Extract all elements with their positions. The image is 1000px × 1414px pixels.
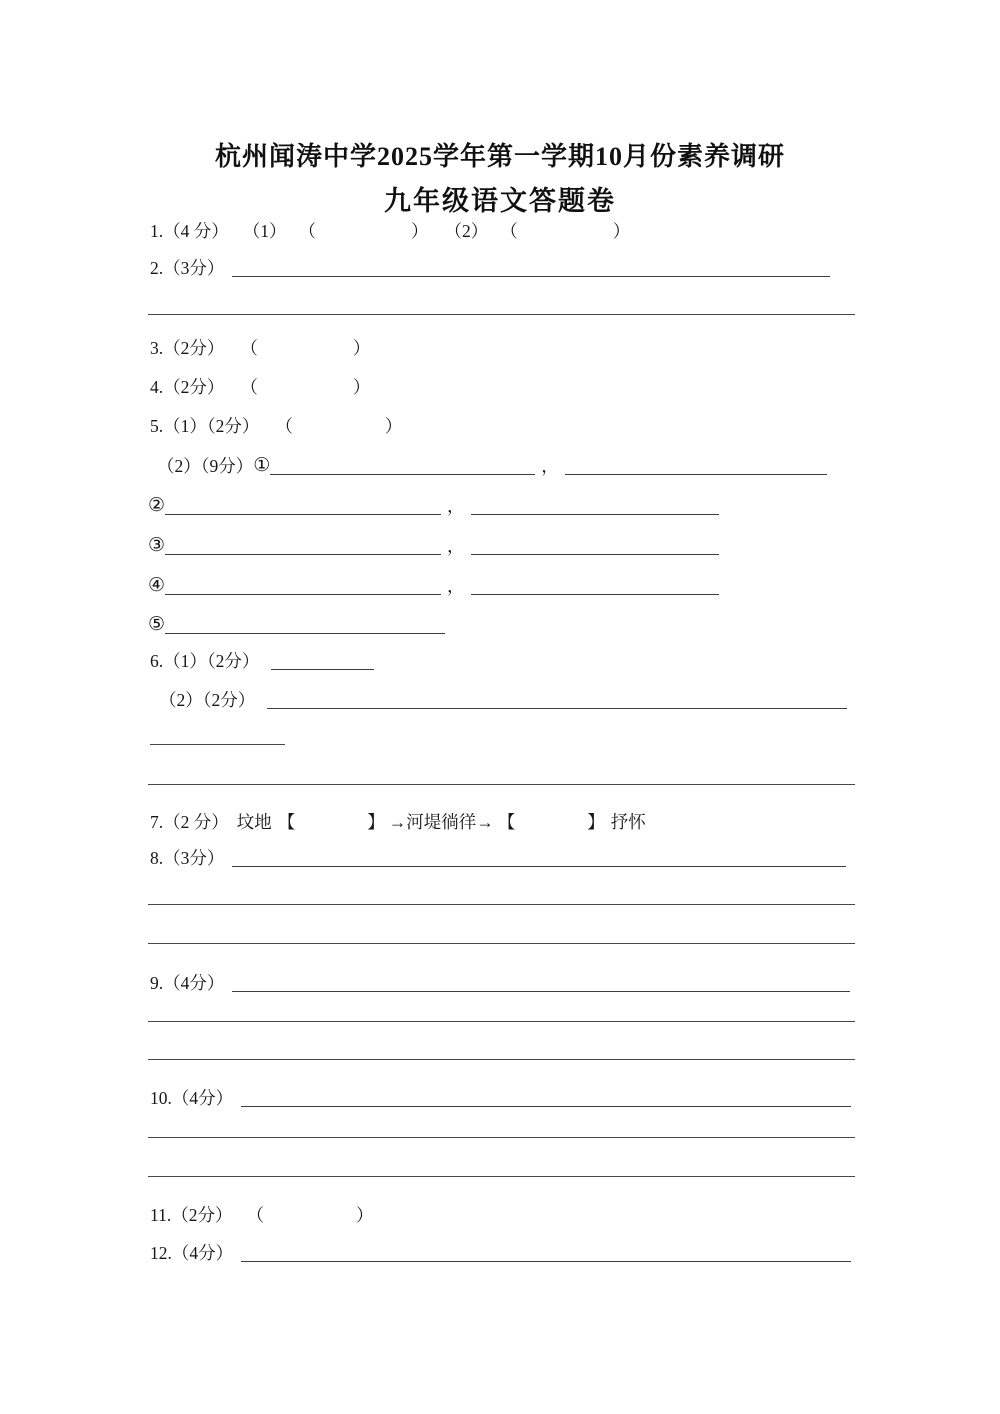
question-5-2-row xyxy=(157,453,827,479)
question-7-label: 7.（2 分） xyxy=(150,812,229,832)
paren-blank-close: ） xyxy=(411,221,429,241)
question-5-2-label: （2）（9分） xyxy=(157,456,254,476)
answer-paren-blank-5-1[interactable] xyxy=(293,438,385,439)
page-subtitle: 九年级语文答题卷 xyxy=(384,186,616,216)
paren-blank-close: ） xyxy=(384,416,403,436)
answer-paren-blank-11[interactable] xyxy=(264,1227,356,1228)
circled-5-label: ⑤ xyxy=(148,614,166,635)
answer-paren-blank-3[interactable] xyxy=(258,360,353,361)
question-10-label: 10.（4分） xyxy=(150,1088,234,1108)
paren-blank-close: ） xyxy=(355,1205,374,1225)
question-5-2-line5-row xyxy=(148,612,445,638)
question-1-row xyxy=(150,218,630,244)
answer-line[interactable] xyxy=(148,943,855,944)
answer-line[interactable] xyxy=(148,1176,855,1177)
answer-blank-8[interactable] xyxy=(232,866,846,867)
answer-bracket-blank-7-2[interactable] xyxy=(515,834,587,835)
answer-blank-5-2-3a[interactable] xyxy=(165,554,441,555)
answer-line[interactable] xyxy=(148,784,855,785)
paren-blank-open: （ xyxy=(298,221,316,241)
question-3-row xyxy=(150,335,370,361)
question-5-2-line3-row xyxy=(148,533,719,559)
comma-separator: ， xyxy=(447,536,465,556)
question-12-row xyxy=(150,1240,851,1266)
question-2-label: 2.（3分） xyxy=(150,258,225,278)
answer-line[interactable] xyxy=(148,314,855,315)
answer-line[interactable] xyxy=(148,904,855,905)
circled-4-label: ④ xyxy=(148,575,166,596)
circled-1-label: ① xyxy=(253,455,271,476)
question-5-2-line4-row xyxy=(148,573,719,599)
answer-blank-5-2-4a[interactable] xyxy=(165,594,441,595)
paren-blank-open: （ xyxy=(240,377,258,397)
question-1-sub2-label: （2） xyxy=(444,221,489,241)
question-11-row xyxy=(150,1202,373,1228)
answer-blank-5-2-2a[interactable] xyxy=(165,514,441,515)
answer-blank-5-2-4b[interactable] xyxy=(471,594,719,595)
answer-blank-2[interactable] xyxy=(232,276,830,277)
answer-blank-6-2[interactable] xyxy=(267,708,847,709)
answer-line-short[interactable] xyxy=(150,744,285,745)
comma-separator: ， xyxy=(447,576,465,596)
answer-blank-10[interactable] xyxy=(241,1106,851,1107)
question-12-label: 12.（4分） xyxy=(150,1243,234,1263)
question-7-tail: 抒怀 xyxy=(610,812,646,832)
question-7-row xyxy=(150,809,646,835)
bracket-blank-open: 【 xyxy=(277,812,296,832)
question-1-label: 1.（4 分） xyxy=(150,221,229,241)
question-5-1-row xyxy=(150,413,402,439)
answer-blank-5-2-1b[interactable] xyxy=(565,474,827,475)
answer-bracket-blank-7-1[interactable] xyxy=(295,834,367,835)
comma-separator: ， xyxy=(541,456,559,476)
question-6-2-row xyxy=(159,687,847,713)
paren-blank-open: （ xyxy=(275,416,293,436)
paren-blank-close: ） xyxy=(352,338,371,358)
answer-line[interactable] xyxy=(148,1021,855,1022)
question-6-1-label: 6.（1）（2分） xyxy=(150,651,260,671)
question-3-label: 3.（2分） xyxy=(150,338,225,358)
answer-paren-blank-4[interactable] xyxy=(258,399,353,400)
question-8-label: 8.（3分） xyxy=(150,848,225,868)
bracket-blank-close: 】 xyxy=(587,812,605,832)
question-10-row xyxy=(150,1085,851,1111)
question-9-row xyxy=(150,970,850,996)
bracket-blank-open: 【 xyxy=(497,812,516,832)
answer-blank-5-2-5[interactable] xyxy=(165,633,445,634)
answer-paren-blank-1-2[interactable] xyxy=(518,243,613,244)
question-6-2-label: （2）（2分） xyxy=(159,690,256,710)
page-title: 杭州闻涛中学2025学年第一学期10月份素养调研 xyxy=(214,142,785,171)
question-2-row xyxy=(150,255,830,281)
question-5-1-label: 5.（1）（2分） xyxy=(150,416,260,436)
question-5-2-line2-row xyxy=(148,493,719,519)
bracket-blank-close: 】 xyxy=(367,812,385,832)
answer-blank-6-1[interactable] xyxy=(271,669,374,670)
circled-3-label: ③ xyxy=(148,535,166,556)
question-4-label: 4.（2分） xyxy=(150,377,225,397)
answer-blank-9[interactable] xyxy=(232,991,850,992)
paren-blank-open: （ xyxy=(240,338,258,358)
question-8-row xyxy=(150,845,846,871)
question-4-row xyxy=(150,374,370,400)
answer-blank-5-2-3b[interactable] xyxy=(471,554,719,555)
answer-blank-5-2-1a[interactable] xyxy=(270,474,535,475)
question-7-arrow-text: →河堤徜徉→ xyxy=(388,812,494,832)
answer-blank-12[interactable] xyxy=(241,1261,851,1262)
paren-blank-open: （ xyxy=(500,221,518,241)
answer-line[interactable] xyxy=(148,1137,855,1138)
question-11-label: 11.（2分） xyxy=(150,1205,233,1225)
answer-line[interactable] xyxy=(148,1059,855,1060)
question-1-sub1-label: （1） xyxy=(242,221,287,241)
circled-2-label: ② xyxy=(148,495,166,516)
paren-blank-close: ） xyxy=(612,221,631,241)
paren-blank-close: ） xyxy=(352,377,371,397)
comma-separator: ， xyxy=(447,496,465,516)
question-9-label: 9.（4分） xyxy=(150,973,225,993)
answer-blank-5-2-2b[interactable] xyxy=(471,514,719,515)
question-6-1-row xyxy=(150,648,374,674)
paren-blank-open: （ xyxy=(246,1205,264,1225)
answer-paren-blank-1-1[interactable] xyxy=(316,243,411,244)
question-7-place1: 坟地 xyxy=(236,812,272,832)
